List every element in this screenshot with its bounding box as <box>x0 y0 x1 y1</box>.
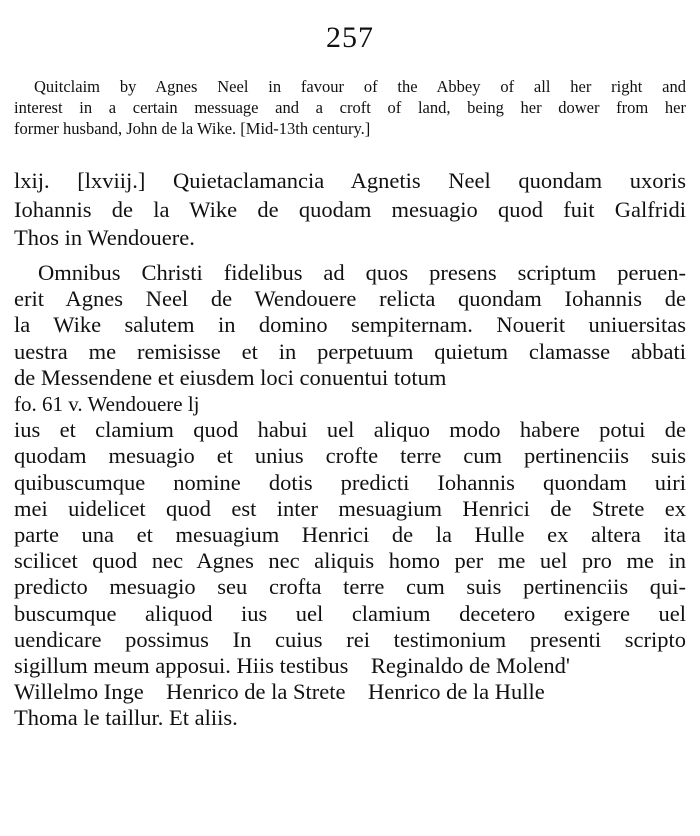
charter-heading <box>14 167 686 253</box>
text-line: uestra me remisisse et in perpetuum quietum clamasse abbati <box>14 338 686 364</box>
editorial-summary <box>14 76 686 139</box>
page-number: 257 <box>326 21 374 54</box>
heading-line: lxij. [lxviij.] Quietaclamancia Agnetis Neel quondam uxoris <box>14 168 686 193</box>
heading-line: Thos in Wendouere. <box>14 225 195 250</box>
text-line: la Wike salutem in domino sempiternam. Nouerit uniuersitas <box>14 312 686 338</box>
text-line: parte una et mesuagium Henrici de la Hulle ex altera ita <box>14 522 686 548</box>
text-line: Omnibus Christi fidelibus ad quos presens scriptum peruen- <box>38 260 686 285</box>
summary-line: interest in a certain messuage and a croft of land, being her dower from her <box>14 98 686 117</box>
witness-line: sigillum meum apposui. Hiis testibus Reginaldo de Molend' <box>14 653 570 679</box>
folio-marker: fo. 61 v. Wendouere lj <box>14 392 200 417</box>
summary-line: former husband, John de la Wike. [Mid-13th century.] <box>14 119 371 138</box>
text-line: erit Agnes Neel de Wendouere relicta quondam Iohannis de <box>14 286 686 312</box>
text-line: uendicare possimus In cuius rei testimonium presenti scripto <box>14 626 686 652</box>
text-line: quodam mesuagio et unius crofte terre cum pertinenciis suis <box>14 443 686 469</box>
text-line: buscumque aliquod ius uel clamium decetero exigere uel <box>14 600 686 626</box>
text-line: predicto mesuagio seu crofta terre cum suis pertinenciis qui- <box>14 574 686 600</box>
text-line: mei uidelicet quod est inter mesuagium Henrici de Strete ex <box>14 495 686 521</box>
text-line: scilicet quod nec Agnes nec aliquis homo per me uel pro me in <box>14 548 686 574</box>
text-line: Thoma le taillur. Et aliis. <box>14 705 238 731</box>
heading-line: Iohannis de la Wike de quodam mesuagio quod fuit Galfridi <box>14 196 686 222</box>
text-line: ius et clamium quod habui uel aliquo modo habere potui de <box>14 417 686 443</box>
charter-text <box>14 260 686 732</box>
text-line: quibuscumque nomine dotis predicti Iohannis quondam uiri <box>14 469 686 495</box>
text-line: de Messendene et eiusdem loci conuentui totum <box>14 364 447 390</box>
witness-line: Willelmo Inge Henrico de la Strete Henrico de la Hulle <box>14 679 545 705</box>
summary-line: Quitclaim by Agnes Neel in favour of the Abbey of all her right and <box>34 77 686 96</box>
